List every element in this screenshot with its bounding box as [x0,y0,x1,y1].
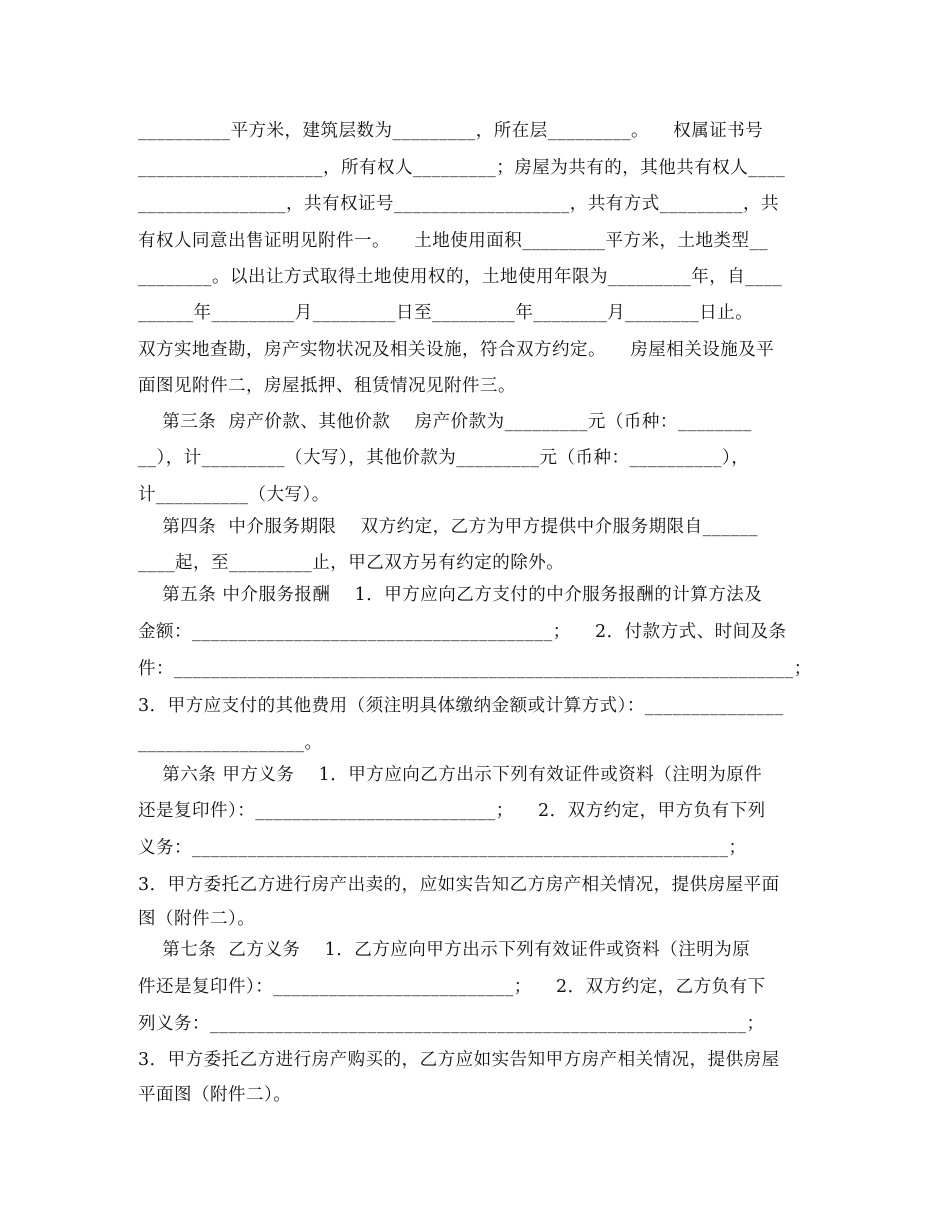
text-line: 列义务：__________________________________________________________； [138,1014,765,1034]
text-line: 图（附件二）。 [138,909,256,929]
text-line: 双方实地查勘，房产实物状况及相关设施，符合双方约定。 房屋相关设施及平 [138,340,775,360]
text-line: ____起，至_________止，甲乙双方另有约定的除外。 [138,553,565,573]
text-line: 件还是复印件）：__________________________； 2．双方约定，乙方负有下 [138,977,766,997]
text-line: __），计_________（大写），其他价款为_________元（币种：__________）， [138,448,750,468]
text-line: __________平方米，建筑层数为_________，所在层_________。 权属证书号 [138,121,764,141]
text-line: 第六条 甲方义务 1．甲方应向乙方出示下列有效证件或资料（注明为原件 [138,765,763,785]
text-line: __________________。 [138,733,323,753]
text-line: ________。以出让方式取得土地使用权的，土地使用年限为_________年，自____ [138,267,783,287]
text-line: 第五条 中介服务报酬 1．甲方应向乙方支付的中介服务报酬的计算方法及 [138,585,763,605]
text-line: 件：___________________________________________________________________； [138,659,812,679]
text-line: 义务：__________________________________________________________； [138,838,747,858]
text-line: 还是复印件）：__________________________； 2．双方约定，甲方负有下列 [138,801,766,821]
text-line: 面图见附件二，房屋抵押、租赁情况见附件三。 [138,376,516,396]
text-line: ________________，共有权证号___________________，共有方式_________，共 [138,194,779,214]
text-line: 第七条 乙方义务 1．乙方应向甲方出示下列有效证件或资料（注明为原 [138,940,751,960]
text-line: ____________________，所有权人_________；房屋为共有的，其他共有权人____ [138,158,786,178]
text-line: ______年_________月_________日至_________年________月________日止。 [138,303,754,323]
text-line: 3．甲方委托乙方进行房产出卖的，应如实告知乙方房产相关情况，提供房屋平面 [138,875,780,895]
text-line: 第三条 房产价款、其他价款 房产价款为_________元（币种：________ [138,412,752,432]
text-line: 金额：_______________________________________； 2．付款方式、时间及条 [138,622,787,642]
text-line: 3．甲方委托乙方进行房产购买的，乙方应如实告知甲方房产相关情况，提供房屋 [138,1050,780,1070]
text-line: 第四条 中介服务期限 双方约定，乙方为甲方提供中介服务期限自______ [138,517,759,537]
text-line: 有权人同意出售证明见附件一。 土地使用面积_________平方米，土地类型__ [138,231,768,251]
text-line: 平面图（附件二）。 [138,1085,292,1105]
text-line: 计__________（大写）。 [138,485,330,505]
text-line: 3．甲方应支付的其他费用（须注明具体缴纳金额或计算方式）：_______________ [138,696,784,716]
